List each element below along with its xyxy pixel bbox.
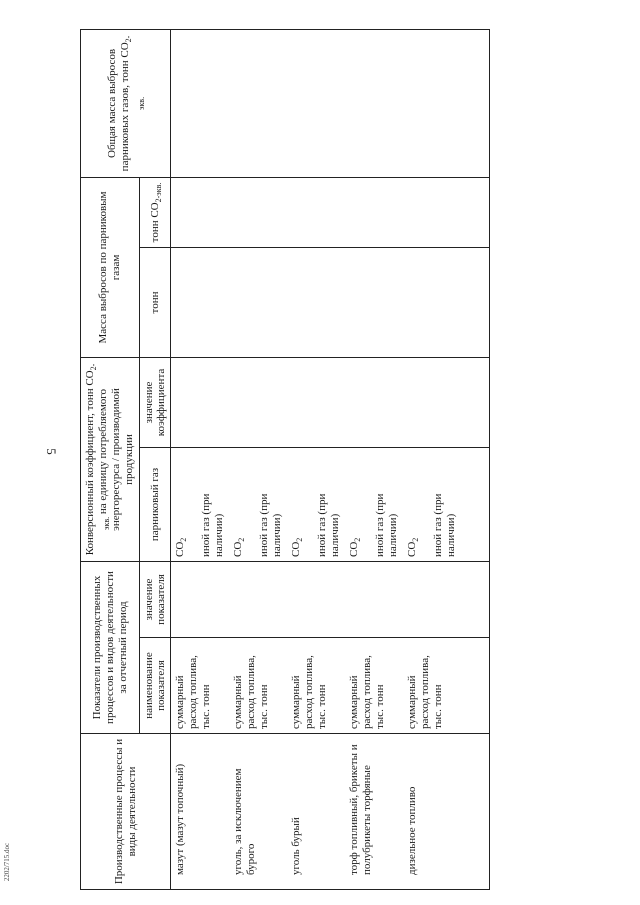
- mass-tons-cell: [171, 247, 230, 357]
- gas-cell: [229, 447, 287, 561]
- gas-cell: [403, 447, 490, 561]
- header-total-mass: Общая масса выбросов парниковых газов, тонн $CO_{2-экв.}$: [81, 29, 171, 177]
- table-row: [229, 29, 287, 889]
- table-row: [287, 29, 345, 889]
- indicator-name-cell: суммарный расход топлива, тыс. тонн: [229, 638, 287, 734]
- mass-tons-co2-cell: [287, 177, 345, 247]
- page-number: 5: [43, 448, 59, 455]
- header-coefficient-text: Конверсионный коэффициент, тонн $CO_{2-экв.}$ на единицу потребляемого энергоресурса / производимой продукции: [84, 363, 135, 556]
- gas-co2: $CO_2$: [406, 537, 421, 557]
- activity-cell: торф топливный, брикеты и полубрикеты торфяные: [345, 734, 403, 890]
- indicator-value-cell: [287, 561, 345, 637]
- header-indicator-name: наименование показателя: [140, 638, 171, 734]
- gas-other: иной газ (при наличии): [432, 493, 457, 557]
- gas-cell: [287, 447, 345, 561]
- indicator-name-cell: суммарный расход топлива, тыс. тонн: [287, 638, 345, 734]
- indicator-value-cell: [229, 561, 287, 637]
- gas-cell: [345, 447, 403, 561]
- header-coefficient: [81, 357, 140, 561]
- table-row: [345, 29, 403, 889]
- activity-cell: дизельное топливо: [403, 734, 490, 890]
- mass-tons-co2-cell: [229, 177, 287, 247]
- coefficient-value-cell: [287, 357, 345, 447]
- gas-other: иной газ (при наличии): [316, 493, 341, 557]
- header-tons-co2: тонн $CO_{2-экв.}$: [140, 177, 171, 247]
- table-row: [171, 29, 230, 889]
- indicator-name-cell: суммарный расход топлива, тыс. тонн: [345, 638, 403, 734]
- header-mass-by-gas: Масса выбросов по парниковым газам: [81, 177, 140, 357]
- gas-other: иной газ (при наличии): [200, 493, 225, 557]
- mass-tons-cell: [287, 247, 345, 357]
- header-tons: тонн: [140, 247, 171, 357]
- header-indicator-value: значение показателя: [140, 561, 171, 637]
- gas-co2: $CO_2$: [348, 537, 363, 557]
- indicator-name-cell: суммарный расход топлива, тыс. тонн: [403, 638, 490, 734]
- coefficient-value-cell: [171, 357, 230, 447]
- mass-tons-co2-cell: [345, 177, 403, 247]
- header-coefficient-value: значение коэффициента: [140, 357, 171, 447]
- total-mass-cell: [229, 29, 287, 177]
- coefficient-value-cell: [345, 357, 403, 447]
- mass-tons-cell: [229, 247, 287, 357]
- activity-cell: уголь, за исключением бурого: [229, 734, 287, 890]
- emissions-table-landscape: [80, 30, 570, 890]
- mass-tons-co2-cell: [403, 177, 490, 247]
- activity-cell: уголь бурый: [287, 734, 345, 890]
- indicator-value-cell: [171, 561, 230, 637]
- indicator-value-cell: [345, 561, 403, 637]
- total-mass-cell: [171, 29, 230, 177]
- gas-other: иной газ (при наличии): [374, 493, 399, 557]
- emissions-table: [80, 29, 490, 890]
- header-greenhouse-gas: парниковый газ: [140, 447, 171, 561]
- gas-cell: [171, 447, 230, 561]
- indicator-value-cell: [403, 561, 490, 637]
- mass-tons-cell: [345, 247, 403, 357]
- gas-co2: $CO_2$: [232, 537, 247, 557]
- coefficient-value-cell: [229, 357, 287, 447]
- gas-co2: $CO_2$: [290, 537, 305, 557]
- gas-other: иной газ (при наличии): [258, 493, 283, 557]
- document-code: 2202/715.doc: [3, 842, 12, 882]
- mass-tons-co2-cell: [171, 177, 230, 247]
- coefficient-value-cell: [403, 357, 490, 447]
- total-mass-cell: [287, 29, 345, 177]
- indicator-name-cell: суммарный расход топлива, тыс. тонн: [171, 638, 230, 734]
- mass-tons-cell: [403, 247, 490, 357]
- table-row: [403, 29, 490, 889]
- header-indicators: Показатели производственных процессов и видов деятельности за отчетный период: [81, 561, 140, 733]
- header-activity: Производственные процессы и виды деятельности: [81, 734, 171, 890]
- total-mass-cell: [403, 29, 490, 177]
- total-mass-cell: [345, 29, 403, 177]
- activity-cell: мазут (мазут топочный): [171, 734, 230, 890]
- gas-co2: $CO_2$: [174, 537, 189, 557]
